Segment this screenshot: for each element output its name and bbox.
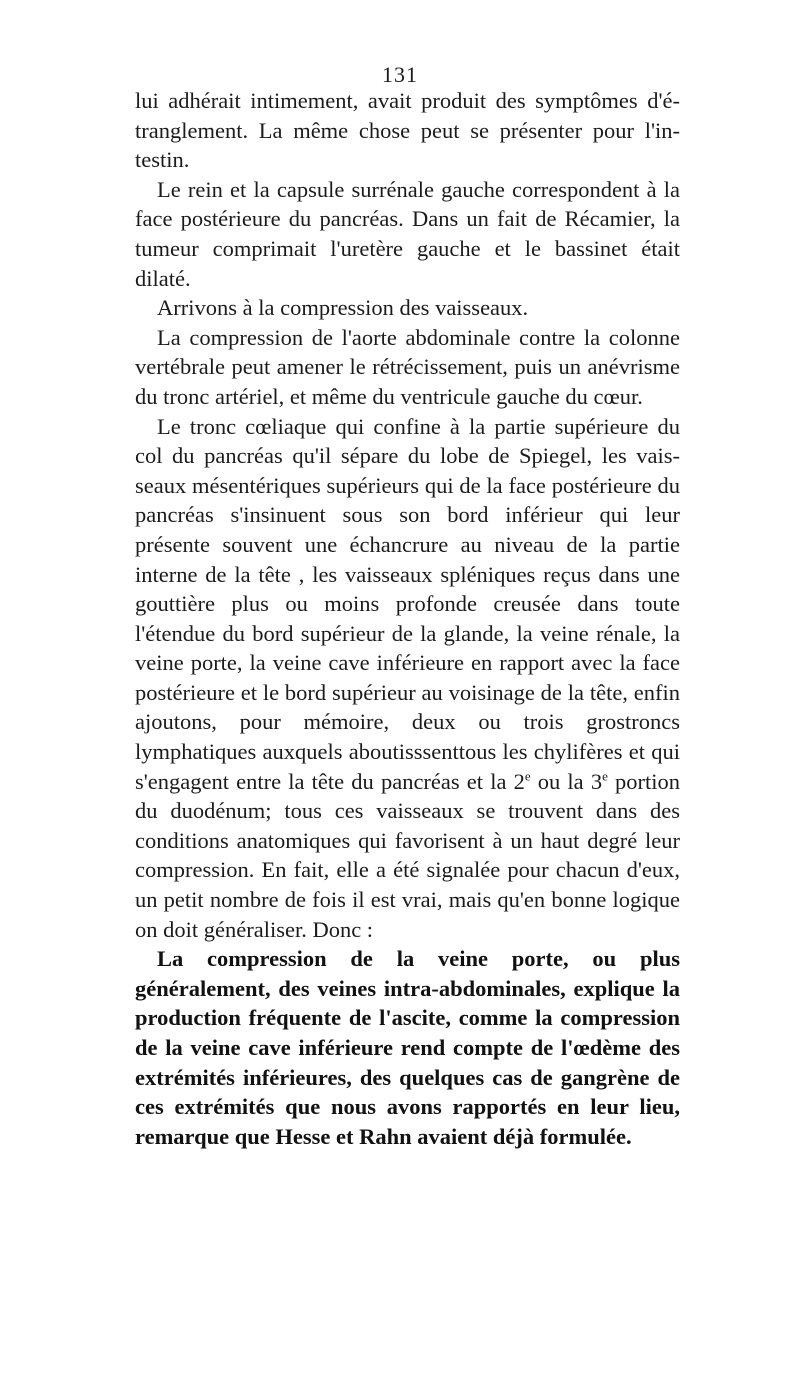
paragraph-5-part-2: ou la 3 xyxy=(530,768,603,794)
paragraph-3: Arrivons à la compression des vaisseaux. xyxy=(157,295,529,321)
paragraph-5-part-3: portion du duodénum; tous ces vaisseaux se trouvent dans des conditions anatomiques qui favorisent à un haut degré leur compression. En fait, elle a été signalée pour chacun d'eux, un petit nombre de fois il est vrai, mais qu'en bonne logique on doit généraliser. Donc : xyxy=(135,768,681,942)
superscript-e-2: e xyxy=(602,768,608,784)
paragraph-1: lui adhérait intimement, avait produit des symptômes d'étranglement. La même chose peut se présenter pour l'intestin. xyxy=(135,88,680,173)
superscript-e-1: e xyxy=(524,768,531,784)
page-number: 131 xyxy=(382,62,418,87)
paragraph-6: La compression de la veine porte, ou plus généralement, des veines intra-abdominales, explique la production fréquente de l'ascite, comme la compression de la veine cave inférieure rend compte de l'œdème des extrémités inférieures, des quelques cas de gangrène de ces extrémités que nous avons rapportés en leur lieu, remarque que Hesse et Rahn avaient déjà formulée. xyxy=(135,946,680,1149)
body-text xyxy=(135,86,680,1151)
paragraph-5-part-1: Le tronc cœliaque qui confine à la partie supérieure du col du pancréas qu'il sépare du lobe de Spiegel, les vaisseaux mésentériques supérieurs qui de la face postérieure du pancréas s'insinuent sous son bord inférieur qui leur présente souvent une échancrure au niveau de la partie interne de la tête , les vaisseaux spléniques reçus dans une gouttière plus ou moins profonde creusée dans toute l'étendue du bord supérieur de la glande, la veine rénale, la veine porte, la veine cave inférieure en rapport avec la face postérieure et le bord supérieur au voisinage de la tête, enfin ajoutons, pour mémoire, deux ou trois grostroncs lymphatiques auxquels aboutisssenttous les chylifères et qui s'engagent entre la tête du pancréas et la 2 xyxy=(135,413,680,794)
paragraph-4: La compression de l'aorte abdominale contre la colonne vertébrale peut amener le rétrécissement, puis un anévrisme du tronc artériel, et même du ventricule gauche du cœur. xyxy=(135,324,680,409)
paragraph-2: Le rein et la capsule surrénale gauche correspondent à la face postérieure du pancréas. Dans un fait de Récamier, la tumeur comprimait l'uretère gauche et le bassinet était dilaté. xyxy=(135,176,680,291)
paragraph-5 xyxy=(135,412,680,945)
